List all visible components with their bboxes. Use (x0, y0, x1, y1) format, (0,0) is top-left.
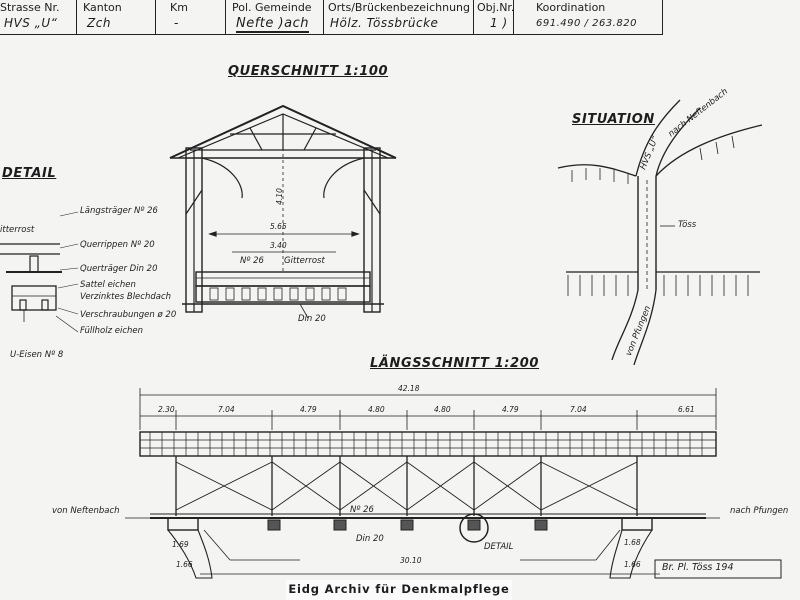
longitudinal-label-din20: Din 20 (356, 534, 384, 544)
header-value-km: - (174, 16, 179, 30)
longitudinal-label-no26: Nº 26 (350, 505, 374, 515)
detail-item-6: Verschraubungen ø 20 (80, 310, 177, 320)
cross-section-title: QUERSCHNITT 1:100 (228, 64, 389, 79)
header-label-km: Km (170, 1, 188, 14)
longitudinal-section-title: LÄNGSSCHNITT 1:200 (370, 356, 540, 371)
span-dim-5: 4.80 (434, 405, 451, 414)
span-dim-2: 7.04 (218, 405, 235, 414)
longitudinal-total-dim: 42.18 (398, 384, 420, 393)
situation-nach-neftenbach: nach Neftenbach (666, 86, 730, 140)
span-dim-3: 4.79 (300, 405, 317, 414)
left-abutment-dim-1: 1.69 (172, 540, 189, 549)
cross-section-label-gitterrost: Gitterrost (284, 256, 325, 266)
cross-section-drawing (170, 106, 396, 318)
situation-von-pfungen: von Pfungen (624, 304, 654, 358)
situation-toss-label: Töss (678, 220, 697, 230)
detail-item-2: Querrippen Nº 20 (80, 240, 155, 250)
span-dim-8: 6.61 (678, 405, 695, 414)
detail-item-5: Verzinktes Blechdach (80, 292, 172, 302)
header-label-bezeichnung: Orts/Brückenbezeichnung (328, 1, 471, 14)
span-dim-7: 7.04 (570, 405, 587, 414)
situation-road-label: HVS „U“ (638, 134, 661, 172)
cross-section-width-dim: 5.65 (270, 222, 287, 231)
left-abutment-dim-2: 1.66 (176, 560, 193, 569)
longitudinal-label-detail: DETAIL (484, 542, 514, 552)
detail-item-1: Längsträger Nº 26 (80, 206, 158, 216)
longitudinal-bottom-dim: 30.10 (400, 556, 422, 565)
cross-section-label-din20: Din 20 (298, 314, 326, 324)
cross-section-label-no26: Nº 26 (240, 256, 264, 266)
header-label-objnr: Obj.Nr. (477, 1, 515, 14)
situation-title: SITUATION (572, 112, 655, 127)
longitudinal-nach-pfungen: nach Pfungen (730, 506, 789, 516)
span-dim-4: 4.80 (368, 405, 385, 414)
drawing-stamp: Br. Pl. Töss 194 (662, 562, 734, 573)
archive-caption: Eidg Archiv für Denkmalpflege (286, 580, 512, 600)
span-dim-1: 2.30 (158, 405, 175, 414)
header-label-strasse: Strasse Nr. (0, 1, 60, 14)
header-value-objnr: 1 ) (490, 16, 508, 30)
header-label-koordination: Koordination (536, 1, 606, 14)
detail-item-7: Füllholz eichen (80, 326, 144, 336)
header-value-gemeinde: Nefte )ach (236, 16, 309, 31)
cross-section-deck-dim: 3.40 (270, 241, 287, 250)
detail-item-4: Sattel eichen (80, 280, 136, 290)
header-value-kanton: Zch (87, 16, 111, 30)
header-label-gemeinde: Pol. Gemeinde (232, 1, 312, 14)
header-value-bezeichnung: Hölz. Tössbrücke (330, 16, 439, 30)
detail-u-eisen: U-Eisen Nº 8 (10, 350, 64, 360)
right-abutment-dim-1: 1.68 (624, 538, 641, 547)
header-value-strasse: HVS „U“ (4, 16, 58, 30)
detail-label-gitterrost: itterrost (0, 225, 35, 235)
detail-title: DETAIL (2, 166, 57, 181)
longitudinal-section-drawing (125, 388, 781, 578)
header-label-kanton: Kanton (83, 1, 122, 14)
right-abutment-dim-2: 1.66 (624, 560, 641, 569)
span-dim-6: 4.79 (502, 405, 519, 414)
header-value-koordination: 691.490 / 263.820 (536, 18, 637, 29)
cross-section-height-dim: 4.10 (274, 188, 284, 205)
detail-item-3: Querträger Din 20 (80, 264, 158, 274)
longitudinal-von-neftenbach: von Neftenbach (52, 506, 120, 516)
